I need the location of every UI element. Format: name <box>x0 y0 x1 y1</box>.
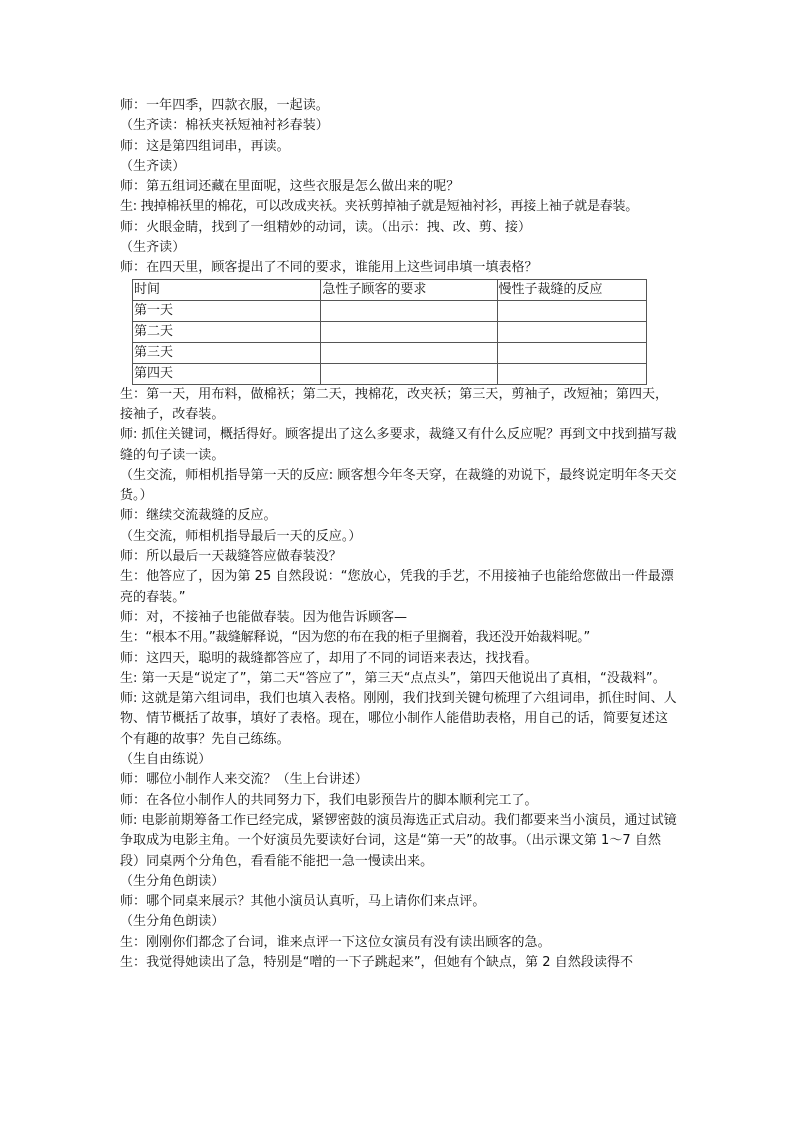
table-cell <box>321 342 497 363</box>
paragraph: （生交流，师相机指导最后一天的反应。） <box>120 528 362 544</box>
paragraph: 生：第一天，用布料，做棉袄；第二天，拽棉花，改夹袄；第三天，剪袖子，改短袖；第四天，接袖子，改春装。 <box>120 386 669 422</box>
paragraph: 师：哪位小制作人来交流？（生上台讲述） <box>120 772 368 788</box>
table-cell <box>321 300 497 321</box>
paragraph: （生交流，师相机指导第一天的反应: 顾客想今年冬天穿，在裁缝的劝说下，最终说定明年冬天交货。） <box>120 467 677 504</box>
table-cell <box>497 342 647 363</box>
table-cell: 第二天 <box>133 321 321 342</box>
table-cell: 第三天 <box>133 342 321 363</box>
paragraph: （生自由练说） <box>120 752 212 768</box>
paragraph: 师：在四天里，顾客提出了不同的要求，谁能用上这些词串填一填表格？ <box>120 260 538 276</box>
paragraph: 生: 第一天是“说定了”，第二天“答应了”，第三天“点点头”，第四天他说出了真相，“没裁料”。 <box>120 670 666 686</box>
paragraph: 师: 抓住关键词，概括得好。顾客提出了这么多要求，裁缝又有什么反应呢？再到文中找到描写裁缝的句子读一读。 <box>120 427 677 463</box>
table-row <box>133 342 647 363</box>
table-cell <box>497 363 647 384</box>
paragraph: 师：火眼金睛，找到了一组精妙的动词，读。（出示：拽、改、剪、接） <box>120 219 532 235</box>
paragraph: 师：所以最后一天裁缝答应做春装没？ <box>120 549 342 565</box>
table-header-row <box>133 279 647 300</box>
table-cell <box>497 321 647 342</box>
paragraph: 师：第五组词还藏在里面呢，这些衣服是怎么做出来的呢？ <box>120 179 460 195</box>
table-cell <box>321 321 497 342</box>
table-header-cell: 时间 <box>133 279 321 300</box>
paragraph: 师：一年四季，四款衣服，一起读。 <box>120 98 329 113</box>
table-cell: 第一天 <box>133 300 321 321</box>
paragraph: （生分角色朗读） <box>120 873 225 889</box>
paragraph: 师：这是第四组词串，再读。 <box>120 138 290 154</box>
table-row <box>133 300 647 321</box>
paragraph: 师：对，不接袖子也能做春装。因为他告诉顾客— <box>120 609 408 625</box>
paragraph: 师：在各位小制作人的共同努力下，我们电影预告片的脚本顺利完工了。 <box>120 792 538 808</box>
paragraph: 生：我觉得她读出了急，特别是“噌的一下子跳起来”，但她有个缺点，第 2 自然段读得不 <box>120 954 634 970</box>
table-cell <box>497 300 647 321</box>
paragraph: （生分角色朗读） <box>120 914 225 930</box>
paragraph: 师：这四天，聪明的裁缝都答应了，却用了不同的词语来表达，找找看。 <box>120 650 538 666</box>
paragraph: 师: 这就是第六组词串，我们也填入表格。刚刚，我们找到关键句梳理了六组词串，抓住时间、人物、情节概括了故事，填好了表格。现在，哪位小制作人能借助表格，用自己的话，简要复述这个有趣的故事？先自己练练。 <box>120 691 677 747</box>
table-header-cell: 慢性子裁缝的反应 <box>497 279 647 300</box>
paragraph: （生齐读） <box>120 240 186 256</box>
table-cell: 第四天 <box>133 363 321 384</box>
paragraph: 师：继续交流裁缝的反应。 <box>120 508 277 524</box>
table-row <box>133 363 647 384</box>
paragraph: 师：哪个同桌来展示？其他小演员认真听，马上请你们来点评。 <box>120 894 486 910</box>
table-header-cell: 急性子顾客的要求 <box>321 279 497 300</box>
paragraph: （生齐读） <box>120 158 186 174</box>
paragraph: 生: 拽掉棉袄里的棉花，可以改成夹袄。夹袄剪掉袖子就是短袖衬衫，再接上袖子就是春装。 <box>120 199 639 215</box>
lesson-transcript <box>120 96 680 973</box>
table-row <box>133 321 647 342</box>
table-cell <box>321 363 497 384</box>
story-table <box>132 279 647 385</box>
paragraph: 生：他答应了，因为第 25 自然段说：“您放心，凭我的手艺，不用接袖子也能给您做出一件最漂亮的春装。” <box>120 569 674 605</box>
paragraph: （生齐读：棉袄夹袄短袖衬衫春装） <box>120 118 329 134</box>
paragraph: 生：刚刚你们都念了台词，谁来点评一下这位女演员有没有读出顾客的急。 <box>120 934 551 950</box>
paragraph: 生：“根本不用。”裁缝解释说，“因为您的布在我的柜子里搁着，我还没开始裁料呢。” <box>120 630 590 646</box>
paragraph: 师: 电影前期筹备工作已经完成，紧锣密鼓的演员海选正式启动。我们都要来当小演员，通过试镜争取成为电影主角。一个好演员先要读好台词，这是“第一天”的故事。（出示课文第 1～7 自然段）同桌两个分角色，看看能不能把一急一慢读出来。 <box>120 812 677 869</box>
